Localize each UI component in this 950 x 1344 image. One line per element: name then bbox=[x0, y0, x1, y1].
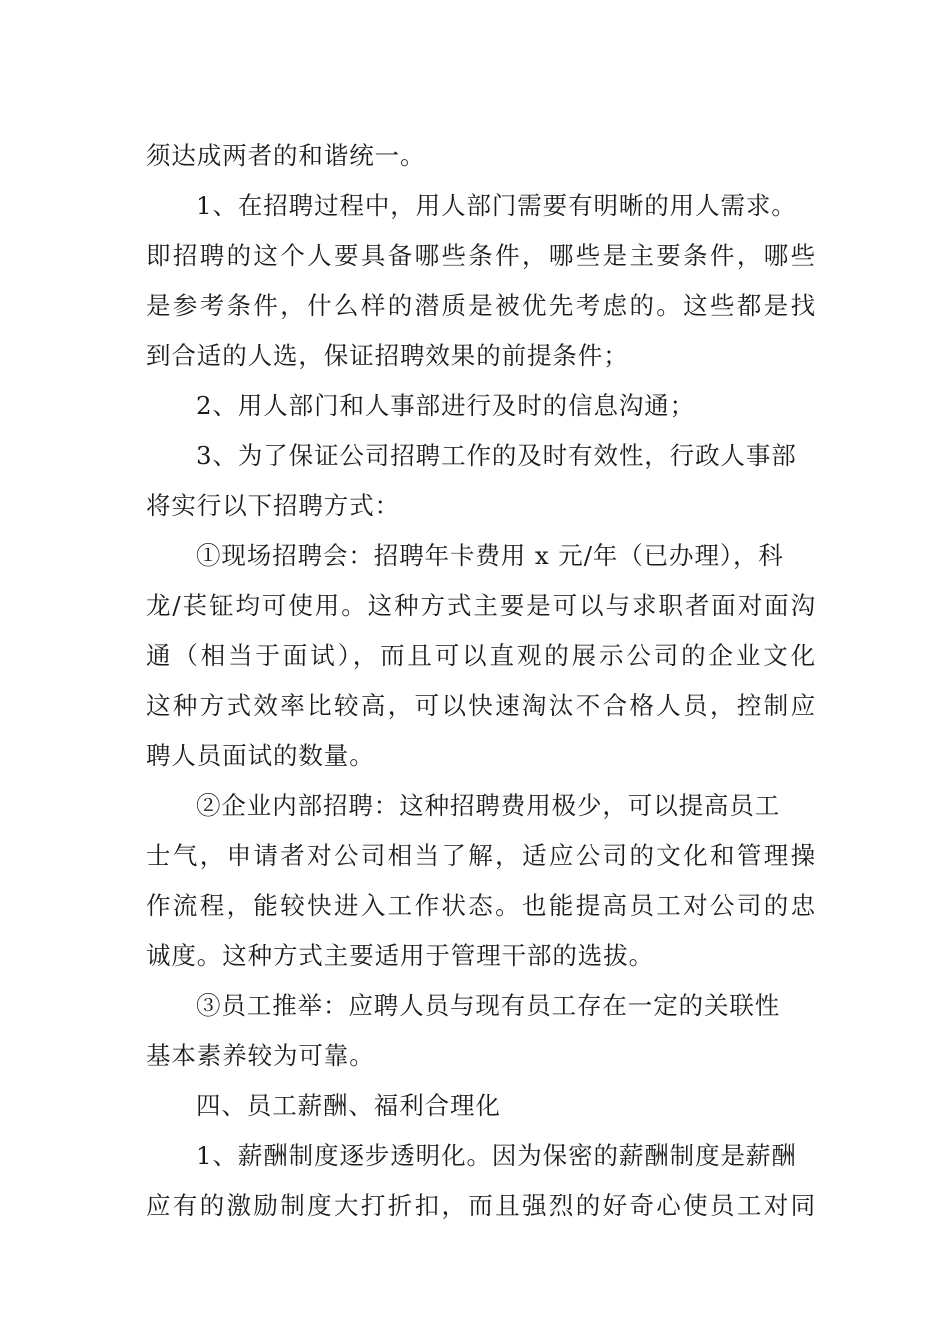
text-line: 即招聘的这个人要具备哪些条件，哪些是主要条件，哪些 bbox=[146, 241, 816, 270]
text-line: 须达成两者的和谐统一。 bbox=[146, 141, 426, 170]
text-line: 士气，申请者对公司相当了解，适应公司的文化和管理操 bbox=[146, 841, 816, 870]
text-line: 将实行以下招聘方式： bbox=[146, 491, 400, 520]
text-line: 到合适的人选，保证招聘效果的前提条件； bbox=[146, 341, 629, 370]
document-body bbox=[146, 131, 816, 1231]
paragraph-employee-referral: ③员工推举：应聘人员与现有员工存在一定的关联性 bbox=[196, 991, 781, 1020]
paragraph-internal-recruitment: ②企业内部招聘：这种招聘费用极少，可以提高员工 bbox=[196, 791, 781, 820]
text-line: 这种方式效率比较高，可以快速淘汰不合格人员，控制应 bbox=[146, 691, 816, 720]
section-heading-compensation: 四、员工薪酬、福利合理化 bbox=[196, 1091, 501, 1120]
text-line: 龙/苌钲均可使用。这种方式主要是可以与求职者面对面沟 bbox=[146, 591, 816, 620]
text-line: 聘人员面试的数量。 bbox=[146, 741, 375, 770]
text-line: 是参考条件，什么样的潜质是被优先考虑的。这些都是找 bbox=[146, 291, 816, 320]
paragraph-salary-transparency: 1、薪酬制度逐步透明化。因为保密的薪酬制度是薪酬 bbox=[196, 1141, 797, 1170]
paragraph-information-communication: 2、用人部门和人事部进行及时的信息沟通； bbox=[196, 391, 696, 420]
text-line: 作流程，能较快进入工作状态。也能提高员工对公司的忠 bbox=[146, 891, 816, 920]
paragraph-recruitment-needs: 1、在招聘过程中，用人部门需要有明晰的用人需求。 bbox=[196, 191, 797, 220]
paragraph-job-fair: ①现场招聘会：招聘年卡费用 x 元/年（已办理），科 bbox=[196, 541, 784, 570]
paragraph-recruitment-methods: 3、为了保证公司招聘工作的及时有效性，行政人事部 bbox=[196, 441, 797, 470]
text-line: 基本素养较为可靠。 bbox=[146, 1041, 375, 1070]
text-line: 应有的激励制度大打折扣，而且强烈的好奇心使员工对同 bbox=[146, 1191, 816, 1220]
text-line: 诚度。这种方式主要适用于管理干部的选拔。 bbox=[146, 941, 654, 970]
text-line: 通（相当于面试），而且可以直观的展示公司的企业文化 bbox=[146, 641, 816, 670]
